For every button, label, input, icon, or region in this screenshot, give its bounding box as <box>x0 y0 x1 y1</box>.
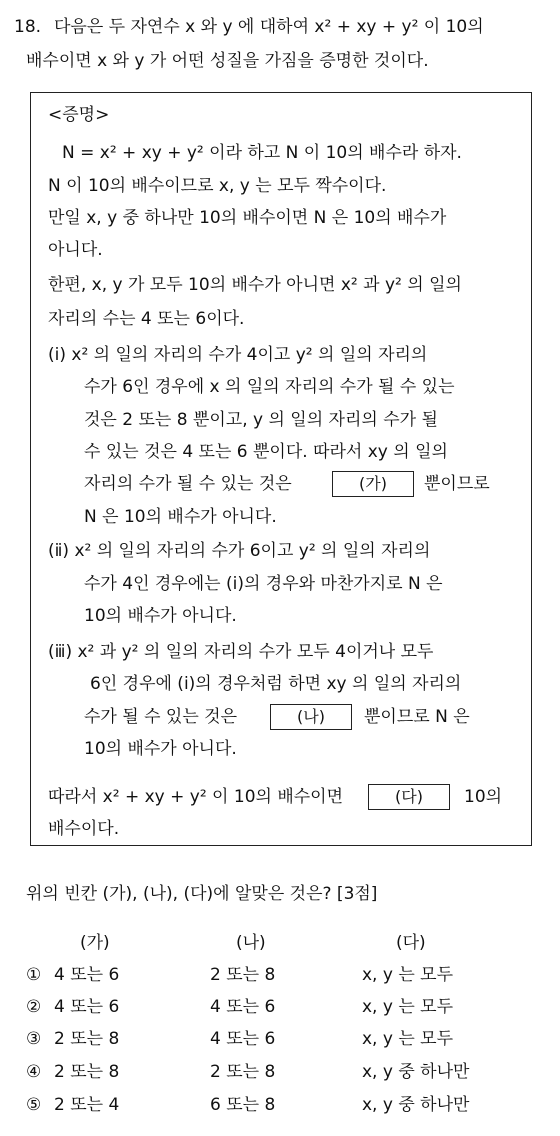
table-header-da: (다) <box>396 933 426 953</box>
proof-line: (ⅲ) x² 과 y² 의 일의 자리의 수가 모두 4이거나 모두 <box>48 642 434 662</box>
option-ga: 2 또는 4 <box>54 1095 120 1115</box>
option-number: ④ <box>26 1062 42 1082</box>
proof-line: 수 있는 것은 4 또는 6 뿐이다. 따라서 xy 의 일의 <box>84 442 448 462</box>
table-header-na: (나) <box>236 933 266 953</box>
option-number: ③ <box>26 1029 42 1049</box>
table-header-ga: (가) <box>80 933 110 953</box>
question-prompt: 위의 빈칸 (가), (나), (다)에 알맞은 것은? [3점] <box>26 884 378 904</box>
option-da: x, y 는 모두 <box>362 997 454 1017</box>
proof-line: 아니다. <box>48 240 103 260</box>
proof-heading: <증명> <box>48 105 110 125</box>
question-line-2: 배수이면 x 와 y 가 어떤 성질을 가짐을 증명한 것이다. <box>26 51 429 71</box>
option-da: x, y 중 하나만 <box>362 1062 470 1082</box>
option-da: x, y 는 모두 <box>362 1029 454 1049</box>
option-ga: 2 또는 8 <box>54 1029 120 1049</box>
proof-line: N 은 10의 배수가 아니다. <box>84 507 277 527</box>
blank-da: (다) <box>368 784 450 810</box>
option-ga: 2 또는 8 <box>54 1062 120 1082</box>
proof-line: N = x² + xy + y² 이라 하고 N 이 10의 배수라 하자. <box>62 143 462 163</box>
proof-line: 자리의 수가 될 수 있는 것은 <box>84 474 292 494</box>
option-na: 4 또는 6 <box>210 997 276 1017</box>
proof-line: 따라서 x² + xy + y² 이 10의 배수이면 <box>48 787 344 807</box>
proof-line: 10의 배수가 아니다. <box>84 606 237 626</box>
proof-line: 것은 2 또는 8 뿐이고, y 의 일의 자리의 수가 될 <box>84 410 438 430</box>
option-na: 6 또는 8 <box>210 1095 276 1115</box>
option-na: 2 또는 8 <box>210 1062 276 1082</box>
option-number: ② <box>26 997 42 1017</box>
proof-line: 만일 x, y 중 하나만 10의 배수이면 N 은 10의 배수가 <box>48 208 447 228</box>
question-number: 18. <box>14 17 42 37</box>
proof-line: 10의 <box>464 787 503 807</box>
proof-line: 뿐이므로 N 은 <box>364 707 470 727</box>
question-line-1: 다음은 두 자연수 x 와 y 에 대하여 x² + xy + y² 이 10의 <box>54 17 484 37</box>
option-na: 2 또는 8 <box>210 965 276 985</box>
proof-line: 수가 4인 경우에는 (ⅰ)의 경우와 마찬가지로 N 은 <box>84 574 443 594</box>
proof-line: N 이 10의 배수이므로 x, y 는 모두 짝수이다. <box>48 176 387 196</box>
option-na: 4 또는 6 <box>210 1029 276 1049</box>
option-number: ⑤ <box>26 1095 42 1115</box>
proof-box <box>30 92 532 846</box>
proof-line: (ⅰ) x² 의 일의 자리의 수가 4이고 y² 의 일의 자리의 <box>48 345 428 365</box>
proof-line: 6인 경우에 (ⅰ)의 경우처럼 하면 xy 의 일의 자리의 <box>90 674 462 694</box>
blank-na: (나) <box>270 704 352 730</box>
proof-line: 수가 6인 경우에 x 의 일의 자리의 수가 될 수 있는 <box>84 377 455 397</box>
proof-line: (ⅱ) x² 의 일의 자리의 수가 6이고 y² 의 일의 자리의 <box>48 541 431 561</box>
proof-line: 자리의 수는 4 또는 6이다. <box>48 309 245 329</box>
option-ga: 4 또는 6 <box>54 997 120 1017</box>
option-da: x, y 는 모두 <box>362 965 454 985</box>
option-da: x, y 중 하나만 <box>362 1095 470 1115</box>
option-ga: 4 또는 6 <box>54 965 120 985</box>
proof-line: 배수이다. <box>48 819 120 839</box>
proof-line: 뿐이므로 <box>424 474 490 494</box>
option-number: ① <box>26 965 42 985</box>
proof-line: 10의 배수가 아니다. <box>84 739 237 759</box>
proof-line: 수가 될 수 있는 것은 <box>84 707 237 727</box>
proof-line: 한편, x, y 가 모두 10의 배수가 아니면 x² 과 y² 의 일의 <box>48 275 462 295</box>
blank-ga: (가) <box>332 471 414 497</box>
